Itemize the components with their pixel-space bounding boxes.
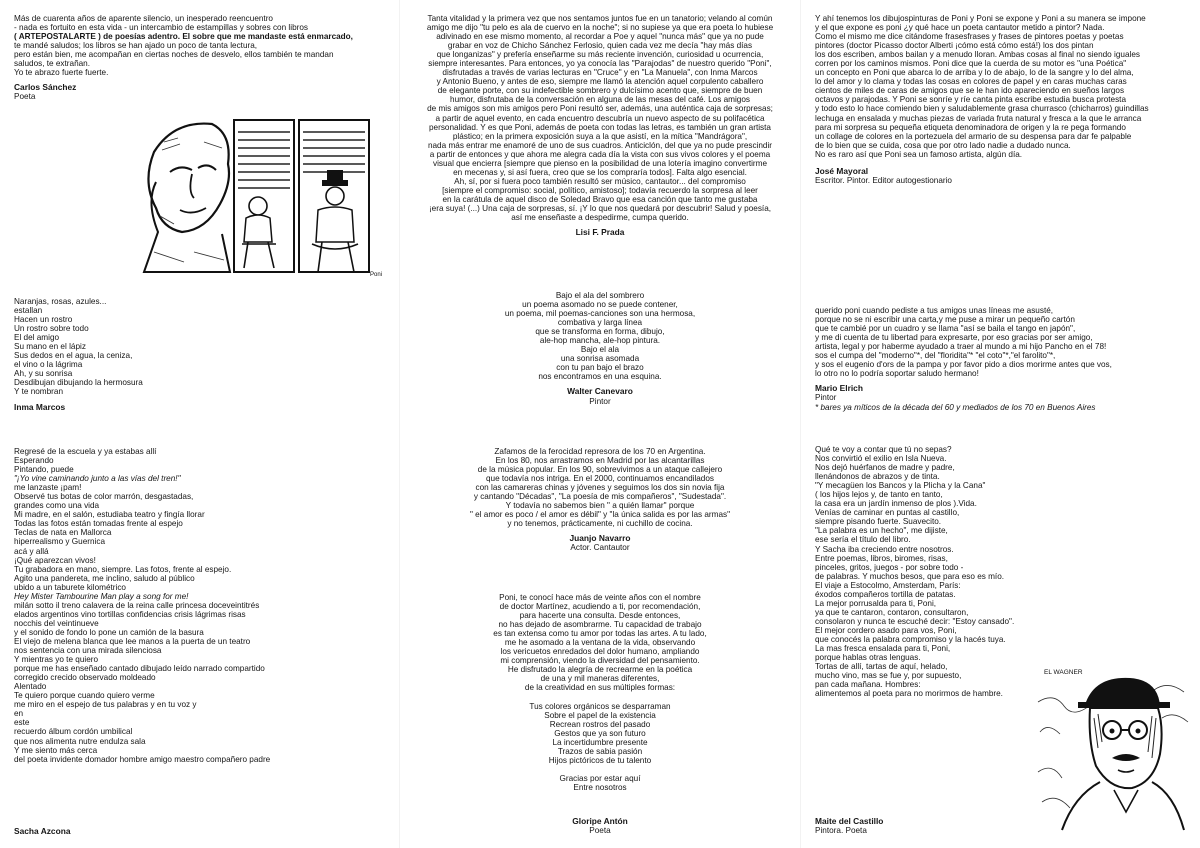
text-line: Y Sacha iba creciendo entre nosotros. <box>815 544 954 554</box>
text-line: de la música popular. En los 90, sobrevivimos a un ataque callejero <box>477 465 723 475</box>
text-line: pan cada mañana. Hombres: <box>815 680 921 690</box>
text-line: El viejo de melena blanca que lee manos a la puerta de un teatro <box>14 636 251 646</box>
text-line: me lanzaste ¡pam! <box>14 483 82 493</box>
text-line: que todavía nos intriga. En el 2000, continuamos encandilados <box>485 474 715 484</box>
text-line: ya que te cantaron, contaron, consultaron, <box>815 607 969 617</box>
text-line: querido poni cuando pediste a tus amigos unas líneas me asusté, <box>815 306 1054 315</box>
text-line: plástico; en la primera exposición suya a la que asistí, en la mítica "Mandrágora", <box>452 131 748 141</box>
text-line: este <box>14 718 30 728</box>
tribute-maite-text <box>815 445 1195 698</box>
text-line: "Y mecagüen los Bancos y la Plicha y la Cana" <box>815 481 986 491</box>
author-name: Juanjo Navarro <box>569 533 631 544</box>
text-line: "¡Yo vine caminando junto a las vías del tren!" <box>14 474 181 484</box>
text-line: los vericuetos enredados del dolor humano, ampliando <box>500 647 700 657</box>
text-line: así me enseñaste a despedirme, cumpa querido. <box>511 213 689 223</box>
author-role: Poeta <box>14 92 36 102</box>
text-line: La mejor porrusalda para ti, Poni, <box>815 598 937 608</box>
text-line: Ah, sí, por si fuera poco también resultó ser músico, cantautor... del compromiso <box>454 176 746 186</box>
author-role: Pintor <box>815 393 837 403</box>
text-line: siempre pisando fuerte. Suavecito. <box>815 517 942 527</box>
text-line: Un rostro sobre todo <box>14 324 89 334</box>
text-line: sos el cumpa del "moderno"*, del "floridita"* "el coto"*,"el farolito"*, <box>815 351 1056 361</box>
footnote: * bares ya míticos de la década del 60 y mediados de los 70 en Buenos Aires <box>815 403 1096 413</box>
text-line: que se transforma en forma, dibujo, <box>535 327 665 337</box>
text-line: con tu pan bajo el brazo <box>556 363 644 373</box>
text-line: Y mientras yo te quiero <box>14 655 99 665</box>
text-line: un poema asomado no se puede contener, <box>522 300 678 310</box>
tribute-juanjo-text <box>404 447 796 528</box>
text-line: Desdibujan dibujando la hermosura <box>14 378 143 388</box>
tribute-sacha <box>14 447 394 764</box>
text-line: de lo bien que se cuida, cosa que por otro lado nadie a dudado nunca. <box>815 140 1071 150</box>
text-line: Hey Mister Tambourine Man play a song for me! <box>14 591 189 601</box>
text-line: Venías de caminar en puntas al castillo, <box>815 508 960 518</box>
text-line: en mecenas y, si así fuera, creo que se los compraría todos]. Falta algo esencial. <box>453 167 747 177</box>
tribute-mario <box>815 306 1195 413</box>
text-line: Yo te abrazo fuerte fuerte. <box>14 68 109 78</box>
text-line: y no tenemos, prácticamente, ni cuchillo de cocina. <box>507 519 693 529</box>
text-line: No es raro así que Poni sea un famoso artista, algún día. <box>815 149 1023 159</box>
text-line <box>404 765 796 774</box>
text-line: que nos alimenta nutre endulza sala <box>14 736 146 746</box>
text-line: hiperrealismo y Guernica <box>14 537 106 547</box>
text-line: saludos, te extrañan. <box>14 59 91 69</box>
tribute-maite <box>815 445 1195 698</box>
text-line: los dos escriben, ambos bailan y a menudo lloran. Ambas cosas al final no siendo iguales <box>815 50 1140 60</box>
text-line: de doctor Martínez, acudiendo a ti, por recomendación, <box>499 602 701 612</box>
text-line: Alentado <box>14 682 47 692</box>
tribute-walter-text <box>404 291 796 381</box>
text-line: para mi sorpresa su pequeña etiqueta denominadora de origen y la re pega formando <box>815 122 1126 132</box>
text-line: corregido crecido observado moldeado <box>14 673 156 683</box>
text-line: acá y allá <box>14 546 49 556</box>
text-line: La incertidumbre presente <box>552 737 648 747</box>
text-line: porque hablas otras lenguas. <box>815 653 921 663</box>
text-line: Poni, te conocí hace más de veinte años con el nombre <box>499 593 701 602</box>
text-line: personalidad. Y es que Poni, además de poeta con todas las letras, es también un gran artista <box>429 122 771 132</box>
text-line: La mas fresca ensalada para ti, Poni, <box>815 644 951 654</box>
text-line: Bajo el ala <box>580 345 620 355</box>
text-line: Entre poemas, libros, biromes, risas, <box>815 553 948 563</box>
text-line: una sonrisa asomada <box>560 354 640 364</box>
text-line: El mejor cordero asado para vos, Poni, <box>815 625 957 635</box>
text-line: Tu grabadora en mano, siempre. Las fotos, frente al espejo. <box>14 564 232 574</box>
text-line: milán sotto il treno calavera de la reina calle princesa doceveintitrés <box>14 600 260 610</box>
text-line: Trazos de sabia pasión <box>557 746 643 756</box>
text-line: de mis amigos son mis amigos pero Poni resultó ser, además, una auténtica caja de sorpresas; <box>427 104 773 114</box>
text-line: un poema, mil poemas-canciones son una hermosa, <box>504 309 696 319</box>
text-line: recuerdo álbum cordón umbilical <box>14 727 133 737</box>
text-line: ese sería el título del libro. <box>815 535 911 545</box>
text-line: Regresé de la escuela y ya estabas allí <box>14 447 157 456</box>
author-role: Pintor <box>589 396 611 406</box>
text-line: ¡Qué aparezcan vivos! <box>14 555 96 565</box>
tribute-jose-text <box>815 14 1195 159</box>
author-name: Maite del Castillo <box>815 816 884 826</box>
text-line: elados argentinos vino tortillas confidencias crisis lágrimas risas <box>14 609 246 619</box>
text-line: de palabras. Y muchos besos, que para eso es mío. <box>815 571 1005 581</box>
text-line: consolaron y nunca te escuché decir: "Estoy cansado". <box>815 616 1015 626</box>
text-line: un concepto en Poni que abarca lo de arriba y lo de abajo, lo de la sangre y lo del alma, <box>815 68 1134 78</box>
text-line: Zafamos de la ferocidad represora de los 70 en Argentina. <box>494 447 706 456</box>
tribute-carlos-text <box>14 14 394 77</box>
text-line: de la creatividad en sus múltiples formas: <box>524 683 676 693</box>
text-line: me he asomado a la ventana de la vida, observando <box>504 638 696 648</box>
text-line: Tortas de allí, tartas de aquí, helado, <box>815 662 948 672</box>
tribute-juanjo <box>404 447 796 553</box>
text-line: porque me has enseñado cantado dibujado leído narrado compartido <box>14 664 265 674</box>
text-line: - nada es fortuito en esta vida - un intercambio de estampillas y sobres con libros <box>14 23 308 33</box>
text-line: Pintando, puede <box>14 465 74 475</box>
maite-signature <box>815 811 1015 835</box>
text-line: Agito una pandereta, me inclino, saludo al público <box>14 573 195 583</box>
text-line: el vino o la lágrima <box>14 360 83 370</box>
tribute-gloripe <box>404 593 796 792</box>
author-name: Walter Canevaro <box>567 386 633 397</box>
text-line: mi comprensión, viendo la diversidad del pensamiento. <box>500 656 700 666</box>
text-line: la casa era un jardín inmenso de plos ).Vida. <box>815 499 977 509</box>
text-line: disfrutadas a través de varias lecturas en "Cruce" y en "La Manuela", con Inma Marcos <box>442 68 758 78</box>
tribute-jose <box>815 14 1195 185</box>
text-line: de elegante porte, con su indefectible sombrero y dulcísimo acento que, siempre de buen <box>437 86 763 96</box>
text-line: ( los hijos lejos y, de tanto en tanto, <box>815 490 943 500</box>
text-line: te mandé saludos; los libros se han ajado un poco de tanta lectura, <box>14 41 258 51</box>
text-line: Y te nombran <box>14 387 64 397</box>
text-line: ¡era suya! (...) Una caja de sorpresas, sí. ¡Y lo que nos quedará por descubrir! Salud y poesía, <box>428 203 772 213</box>
text-line: En los 80, nos arrastramos en Madrid por las alcantarillas <box>495 456 705 466</box>
text-line: y sos el eugenio d'ors de la pampa y por favor pido a dios morirme antes que vos, <box>815 360 1112 370</box>
text-line: He disfrutado la alegría de recrearme en la poética <box>507 665 693 675</box>
text-line: adivinado en ese mismo momento, al recordar a Poe y aquel "nunca más" que ya no pude <box>436 32 764 42</box>
text-line: " el amor es poco / el amor es débil" y "la única salida es por las armas" <box>469 510 731 520</box>
text-line: "La palabra es un hecho", me dijiste, <box>815 526 948 536</box>
text-line: alimentemos al poeta para no morirmos de hambre. <box>815 689 1003 699</box>
author-name: Inma Marcos <box>14 401 66 412</box>
text-line: Naranjas, rosas, azules... <box>14 297 107 306</box>
text-line: Esperando <box>14 456 54 466</box>
text-line: Bajo el ala del sombrero <box>555 291 645 300</box>
text-line: Nos convirtió el exilio en Isla Nueva. <box>815 454 947 464</box>
text-line: porque no se ni escribir una carta,y me puse a mirar un pequeño cartón <box>815 315 1075 325</box>
text-line: Observé tus botas de color marrón, desgastadas, <box>14 492 194 502</box>
text-line: Ah, y su sonrisa <box>14 369 73 379</box>
author-role: Pintora. Poeta <box>815 826 867 836</box>
author-role: Poeta <box>589 826 611 836</box>
text-line: a partir de aquel evento, en cada encuentro descubría un nuevo aspecto de su polifacética <box>435 113 765 123</box>
text-line: Gestos que ya son futuro <box>554 728 646 738</box>
text-line: y el sonido de fondo lo pone un camión de la basura <box>14 627 204 637</box>
text-line: que te cambié por un cuadro y se llama "así se baila el tango en japón", <box>815 324 1076 334</box>
author-role: Actor. Cantautor <box>570 543 630 553</box>
ink-drawing-bottom <box>1034 662 1192 832</box>
fold-line-left <box>399 0 400 848</box>
text-line: es tan extensa como tu amor por todas las artes. A tu lado, <box>493 629 707 639</box>
drawing-inscription: EL WAGNER <box>1044 669 1083 676</box>
text-line: Hacen un rostro <box>14 315 73 325</box>
text-line: grabar en voz de Chicho Sánchez Ferlosio, quien cada vez me decía "hay más días <box>447 41 753 51</box>
text-line: siempre interesantes. Para entonces, yo ya conocía las "Parajodas" de nuestro querido "Poni", <box>428 59 772 69</box>
text-line: Más de cuarenta años de aparente silencio, un inesperado reencuentro <box>14 14 273 23</box>
text-line: humor, disfrutaba de la conversación en alguna de las mesas del café. Los amigos <box>450 95 750 105</box>
fold-line-right <box>800 0 801 848</box>
text-line: mucho vino, mas se fue y, por supuesto, <box>815 671 962 681</box>
text-line: y me di cuenta de tu libertad para expresarte, por eso gracias por ser amigo, <box>815 333 1093 343</box>
text-line: ubido a un taburete kilométrico <box>14 582 126 592</box>
text-line: Recrean rostros del pasado <box>549 719 651 729</box>
text-line: Su mano en el lápiz <box>14 342 86 352</box>
text-line: corren por los caminos mismos. Poni dice que la cuerda de su motor es "una Poética" <box>815 59 1127 69</box>
text-line: El viaje a Estocolmo, Amsterdam, París: <box>815 580 961 590</box>
text-line: lo del amor y lo clama y todas las cosas en colores de papel y en caras muchas caras <box>815 77 1127 87</box>
text-line: Y me siento más cerca <box>14 745 98 755</box>
text-line: Y ahí tenemos los dibujospinturas de Poni y Poni se expone y Poni a su manera se impone <box>815 14 1146 23</box>
author-name: José Mayoral <box>815 165 869 176</box>
text-line: del poeta invidente domador hombre amigo maestro compañero padre <box>14 754 271 764</box>
text-line: Te quiero porque cuando quiero verme <box>14 691 155 701</box>
text-line: visual que encierra [siempre que pienso en la posibilidad de una lotería imagino convertirme <box>432 158 768 168</box>
text-line: Hijos pictóricos de tu talento <box>548 755 652 765</box>
tribute-lisi-text <box>404 14 796 222</box>
text-line: artista, legal y por haberme ayudado a traer al mundo a mi hijo Pancho en el 78! <box>815 342 1107 352</box>
text-line: de una y mil maneras diferentes, <box>540 674 660 684</box>
text-line: estallan <box>14 306 43 316</box>
author-role: Escritor. Pintor. Editor autogestionario <box>815 175 952 185</box>
text-line: con las camareras chinas y jóvenes y seguimos los dos sin novia fija <box>475 483 725 493</box>
text-line: octavos y parajodas. Y Poni se sonríe y ríe canta pinta escribe estudia busca protesta <box>815 95 1127 105</box>
text-line: Sobre el papel de la existencia <box>544 710 656 720</box>
tribute-carlos <box>14 14 394 101</box>
text-line: cientos de miles de caras de amigos que se le han ido apareciendo en sueños largos <box>815 86 1125 96</box>
text-line: Todas las fotos están tomadas frente al espejo <box>14 519 183 529</box>
text-line: Entre nosotros <box>573 782 627 792</box>
text-line <box>404 693 796 702</box>
text-line: ( ARTEPOSTALARTE ) de poesías adentro. El sobre que me mandaste está enmarcado, <box>14 32 353 42</box>
text-line: ale-hop mancha, ale-hop pintura. <box>539 336 661 346</box>
text-line: grandes como una vida <box>14 501 100 511</box>
text-line: llenándonos de abrazos y de tinta. <box>815 472 940 482</box>
tribute-inma <box>14 297 394 412</box>
text-line: Tus colores orgánicos se desparraman <box>529 701 671 711</box>
text-line: para hacerte una consulta. Desde entonces, <box>519 611 681 621</box>
drawing-signature: Poni <box>370 272 383 278</box>
text-line: en la carátula de aquel disco de Soledad Bravo que esa canción que tanto me gustaba <box>442 194 758 204</box>
author-name: Lisi F. Prada <box>575 227 625 238</box>
tribute-sacha-text <box>14 447 394 764</box>
text-line: Y todavía no sabemos bien " a quién llamar" porque <box>505 501 695 511</box>
text-line: pinceles, gritos, juegos - por sobre todo - <box>815 562 964 572</box>
text-line: nos sentencia con una mirada silenciosa <box>14 646 162 656</box>
text-line: me miro en el espejo de tus palabras y en tu voz y <box>14 700 197 710</box>
text-line: Tanta vitalidad y la primera vez que nos sentamos juntos fue en un tanatorio; velando al común <box>427 14 773 23</box>
tribute-gloripe-text <box>404 593 796 792</box>
author-name: Carlos Sánchez <box>14 82 77 93</box>
ink-drawing-top <box>134 112 384 282</box>
text-line: éxodos compañeros tortilla de patatas. <box>815 589 956 599</box>
text-line: en <box>14 709 24 719</box>
text-line: Mi madre, en el salón, estudiaba teatro y fingía llorar <box>14 510 205 520</box>
author-name: Mario Elrich <box>815 383 863 394</box>
text-line: Como el mismo me dice citándome frasesfrases y frases de pintores poetas y poetas <box>815 32 1124 42</box>
text-line: pero están bien, me acompañan en ciertas noches de desvelo, ellos también te mandan <box>14 50 334 60</box>
text-line: y el que expone es poni ¿y qué hace un poeta cantautor metido a pintor? Nada. <box>815 23 1105 33</box>
gloripe-signature <box>404 811 796 835</box>
text-line: y Antonio Bueno, y antes de eso, siempre me llamó la atención aquel corpulento caballero <box>436 77 764 87</box>
tribute-walter <box>404 291 796 406</box>
text-line: nocchis del veintinueve <box>14 618 99 628</box>
text-line: lechuga en ensalada y muchas piezas de variada fruta natural y fresca a la que le arranca <box>815 113 1142 123</box>
text-line: y cantando "Décadas", "La poesía de mis compañeros", "Sudestada". <box>473 492 727 502</box>
author-name: Gloripe Antón <box>572 816 628 826</box>
tribute-mario-text <box>815 306 1195 378</box>
author-name-sacha: Sacha Azcona <box>14 826 71 836</box>
text-line: Teclas de nata en Mallorca <box>14 528 112 538</box>
text-line: a partir de entonces y que ahora me alegra cada día la vista con sus vivos colores y el poema <box>429 149 771 159</box>
text-line: amigo me dijo "tu pelo es ala de cuervo en la noche"; si no supiese ya que era poeta lo hubiese <box>426 23 774 33</box>
text-line: [siempre el compromiso: social, político, amistoso]; todavía recuerdo la sorpresa al leer <box>442 185 758 195</box>
text-line: Qué te voy a contar que tú no sepas? <box>815 445 952 454</box>
text-line: nada más entrar me enamoré de uno de sus cuadros. Anticiclón, del que ya no pude prescindir <box>427 140 773 150</box>
text-line: El del amigo <box>14 333 60 343</box>
text-line: un collage de colores en la portezuela del armario de su despensa para dar fe palpable <box>815 131 1132 141</box>
text-line: pintores (doctor Picasso doctor Alberti ¡cómo está cómo está!) los dos pintan <box>815 41 1094 51</box>
text-line: nos encontramos en una esquina. <box>538 372 662 382</box>
text-line: que longanizas" y prefería enseñarme su más reciente invención, curiosidad u ocurrencia, <box>436 50 764 60</box>
text-line: Sus dedos en el agua, la ceniza, <box>14 351 133 361</box>
text-line: no has dejado de asombrarme. Tu capacidad de trabajo <box>498 620 702 630</box>
text-line: combativa y larga línea <box>557 318 643 328</box>
text-line: lo otro no lo podría soportar saludo hermano! <box>815 369 979 379</box>
tribute-inma-text <box>14 297 394 397</box>
text-line: y todo esto lo hace comiendo bien y saludablemente grasa churrasco (chicharros) guindillas <box>815 104 1149 114</box>
text-line: Gracias por estar aquí <box>559 773 641 783</box>
tribute-lisi <box>404 14 796 237</box>
text-line: Nos dejó huérfanos de madre y padre, <box>815 463 955 473</box>
text-line: que conocés la palabra compromiso y la hacés tuya. <box>815 634 1006 644</box>
